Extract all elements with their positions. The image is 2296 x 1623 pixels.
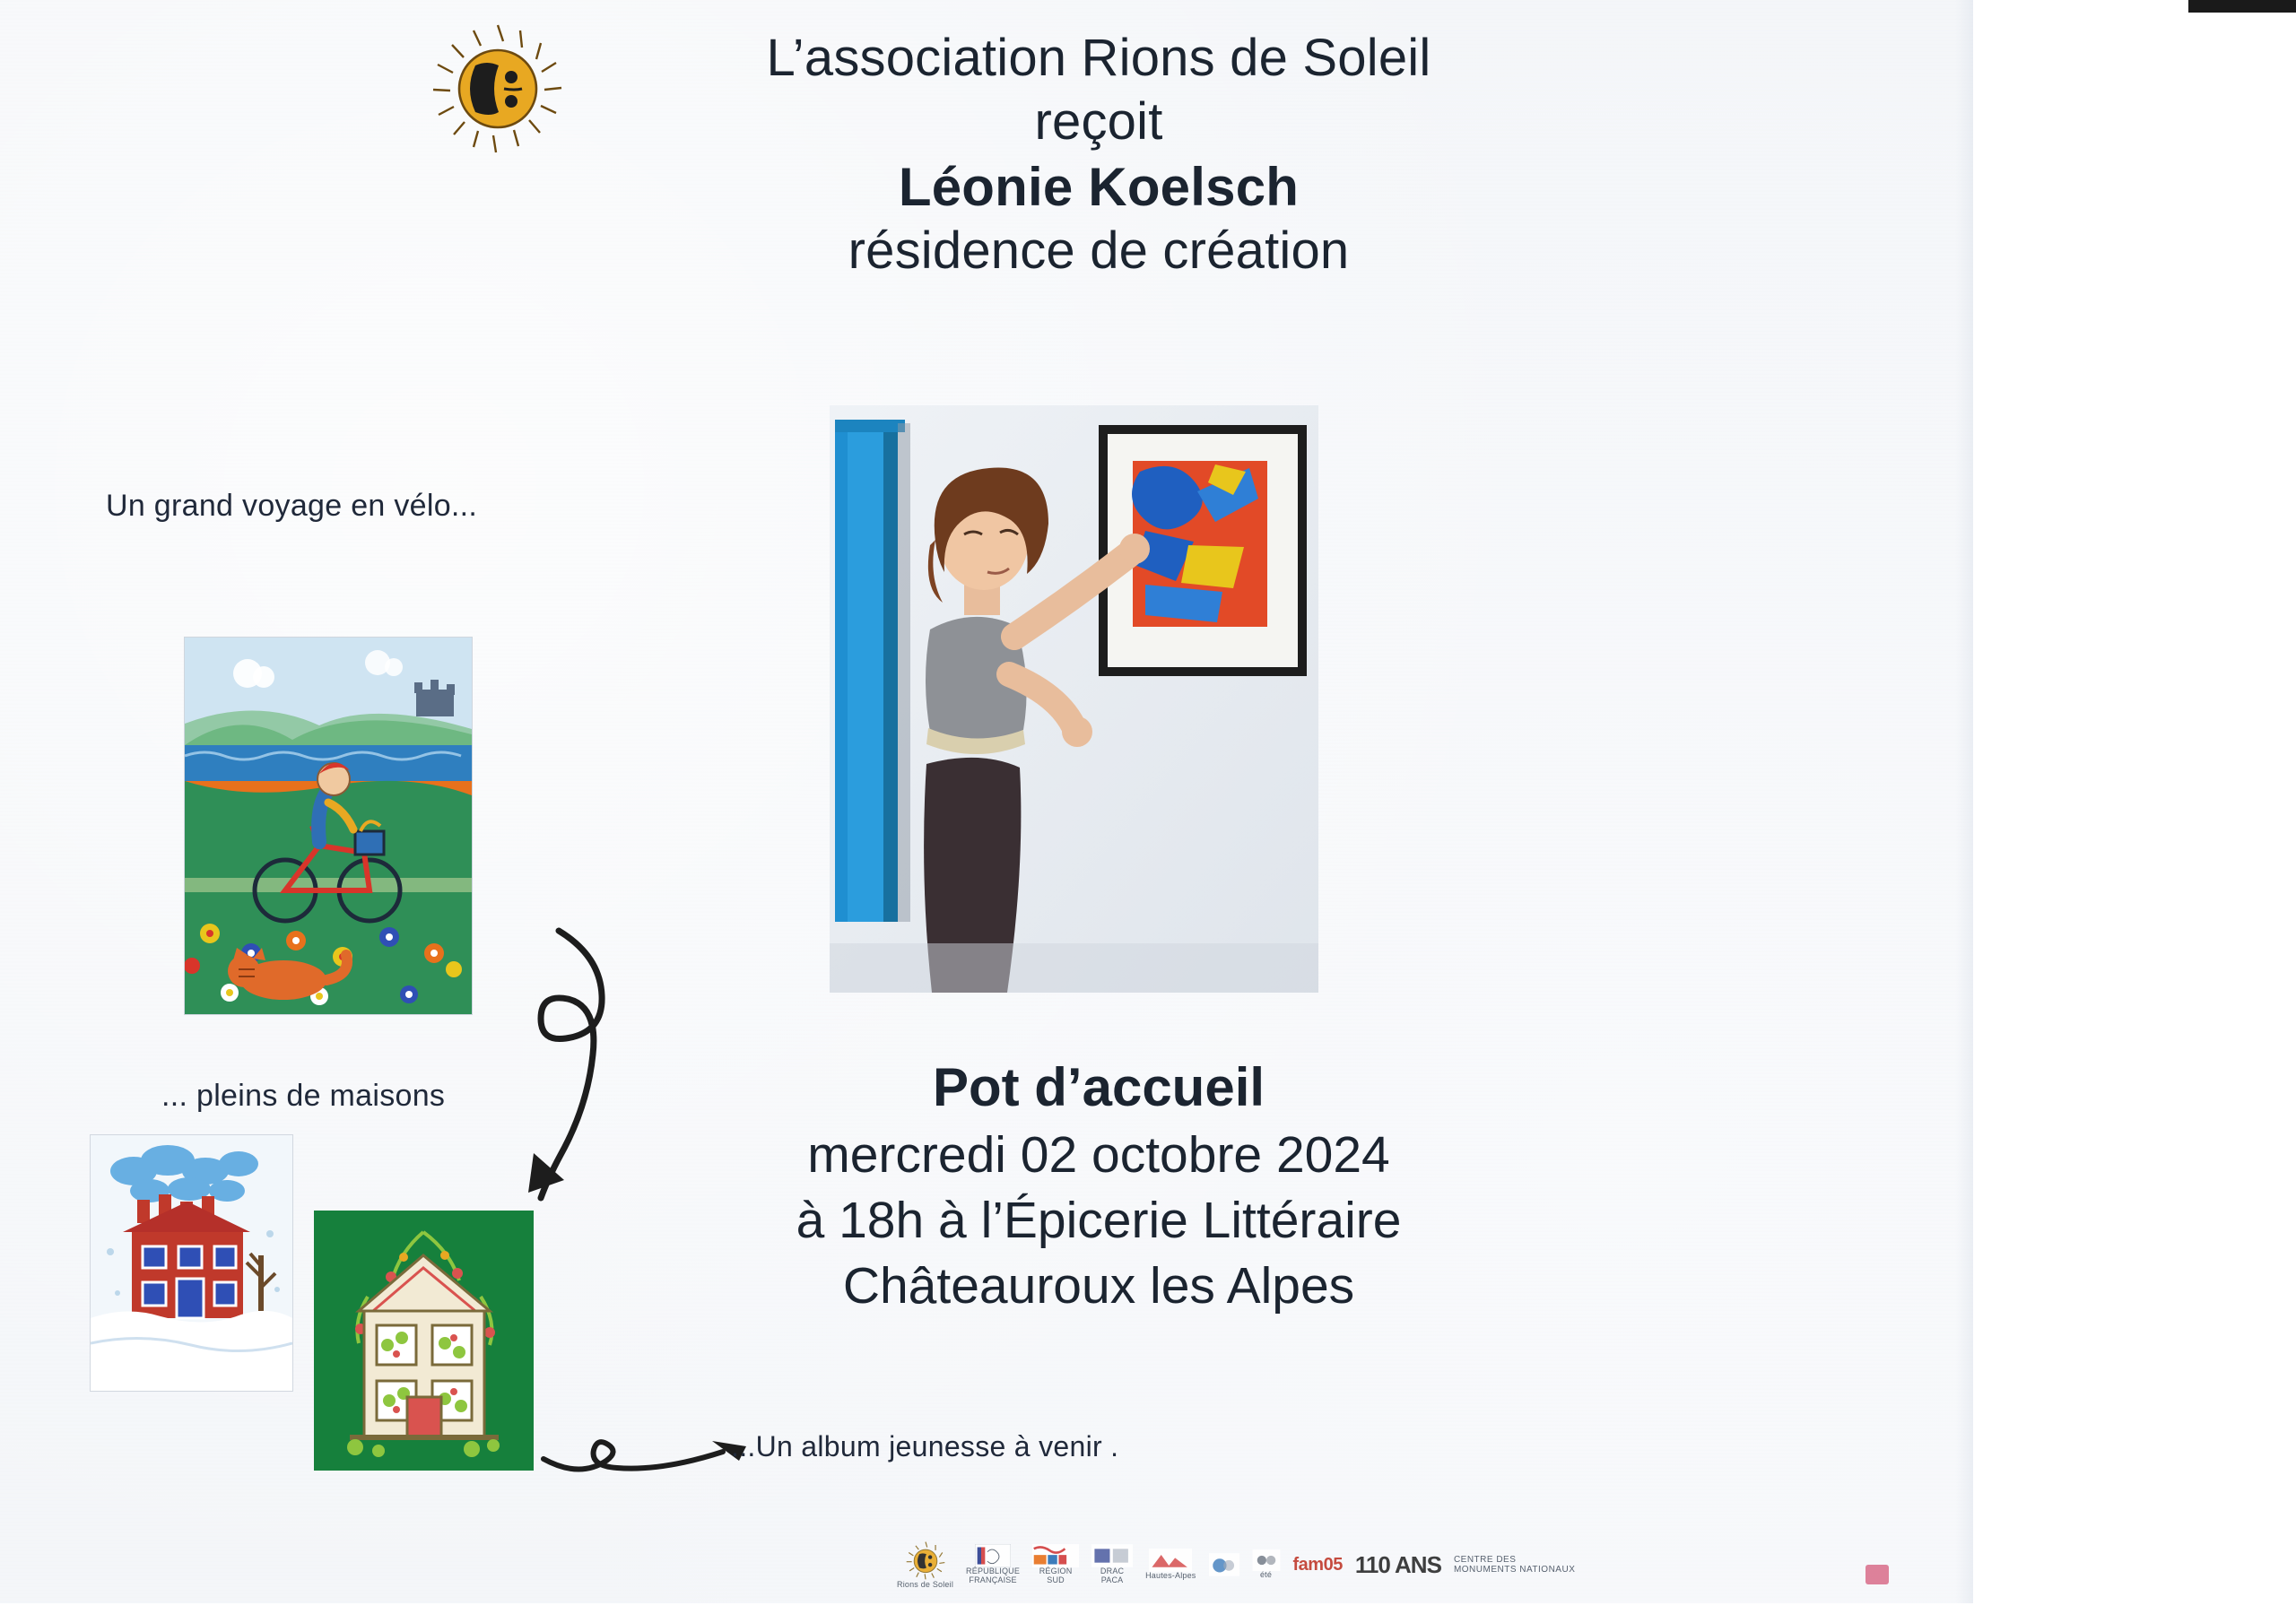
- curved-arrow-right-icon: [538, 1403, 753, 1475]
- 110-ans-logo: [1355, 1552, 1441, 1578]
- region-sud-logo: [1032, 1544, 1079, 1585]
- illustration-bike-scene: [184, 637, 473, 1015]
- header-line-recoit: reçoit: [1034, 91, 1163, 151]
- event-details: [628, 1054, 1570, 1319]
- rions-de-soleil-logo: [897, 1540, 953, 1590]
- header-line-residence: résidence de création: [848, 221, 1350, 280]
- fam05-logo: [1293, 1555, 1343, 1575]
- photo-artist-hanging-artwork: [830, 405, 1318, 993]
- page-right-margin: [1973, 0, 2296, 1623]
- drac-paca-logo: [1091, 1544, 1133, 1585]
- scan-artifact-text: [296, 1547, 305, 1575]
- caption-bike: Un grand voyage en vélo...: [106, 489, 478, 523]
- 110-ans-logo-text: 110 ANS: [1354, 1550, 1441, 1578]
- footer-pink-mark: [1866, 1565, 1889, 1584]
- illustration-winter-house: [90, 1134, 293, 1392]
- partner-logo-blue: [1209, 1553, 1239, 1576]
- ete-logo-text: été: [1259, 1570, 1273, 1580]
- centre-des-monuments-nationaux-logo: [1454, 1555, 1575, 1575]
- region-sud-logo-line2: SUD: [1047, 1575, 1065, 1584]
- region-sud-logo-line1: RÉGION: [1039, 1567, 1073, 1576]
- hautes-alpes-logo-text: Hautes-Alpes: [1145, 1571, 1196, 1581]
- marianne-logo-line2: FRANÇAISE: [969, 1575, 1017, 1584]
- fam05-logo-text: fam05: [1292, 1555, 1343, 1575]
- header-line-association: L’association Rions de Soleil: [766, 29, 1431, 87]
- event-title: Pot d’accueil: [932, 1057, 1265, 1117]
- sun-face-logo: [422, 16, 574, 169]
- caption-houses: ... pleins de maisons: [161, 1079, 446, 1113]
- drac-logo-line1: DRAC: [1100, 1567, 1125, 1576]
- poster-header: [628, 27, 1570, 282]
- marianne-logo-line1: RÉPUBLIQUE: [966, 1567, 1021, 1576]
- cmn-logo-line2: MONUMENTS NATIONAUX: [1453, 1565, 1576, 1575]
- event-date: mercredi 02 octobre 2024: [807, 1125, 1390, 1184]
- drac-logo-line2: PACA: [1100, 1575, 1124, 1584]
- scan-black-corner-mark: [2188, 0, 2296, 13]
- departement-hautes-alpes-logo: [1145, 1549, 1196, 1581]
- rions-de-soleil-logo-text: Rions de Soleil: [897, 1580, 954, 1590]
- marianne-republique-francaise-logo: [966, 1544, 1020, 1585]
- ete-logo: [1252, 1549, 1281, 1580]
- illustration-green-house: [314, 1211, 534, 1471]
- page-bottom-margin: [0, 1603, 2296, 1623]
- caption-album: ...Un album jeunesse à venir .: [731, 1430, 1119, 1462]
- curved-arrow-down-icon: [507, 924, 641, 1219]
- cmn-logo-line1: CENTRE DES: [1453, 1555, 1517, 1565]
- header-line-artist-name: Léonie Koelsch: [898, 156, 1300, 217]
- event-time-place: à 18h à l’Épicerie Littéraire: [796, 1191, 1402, 1249]
- footer-partner-logos: [897, 1529, 1848, 1601]
- event-city: Châteauroux les Alpes: [842, 1256, 1355, 1315]
